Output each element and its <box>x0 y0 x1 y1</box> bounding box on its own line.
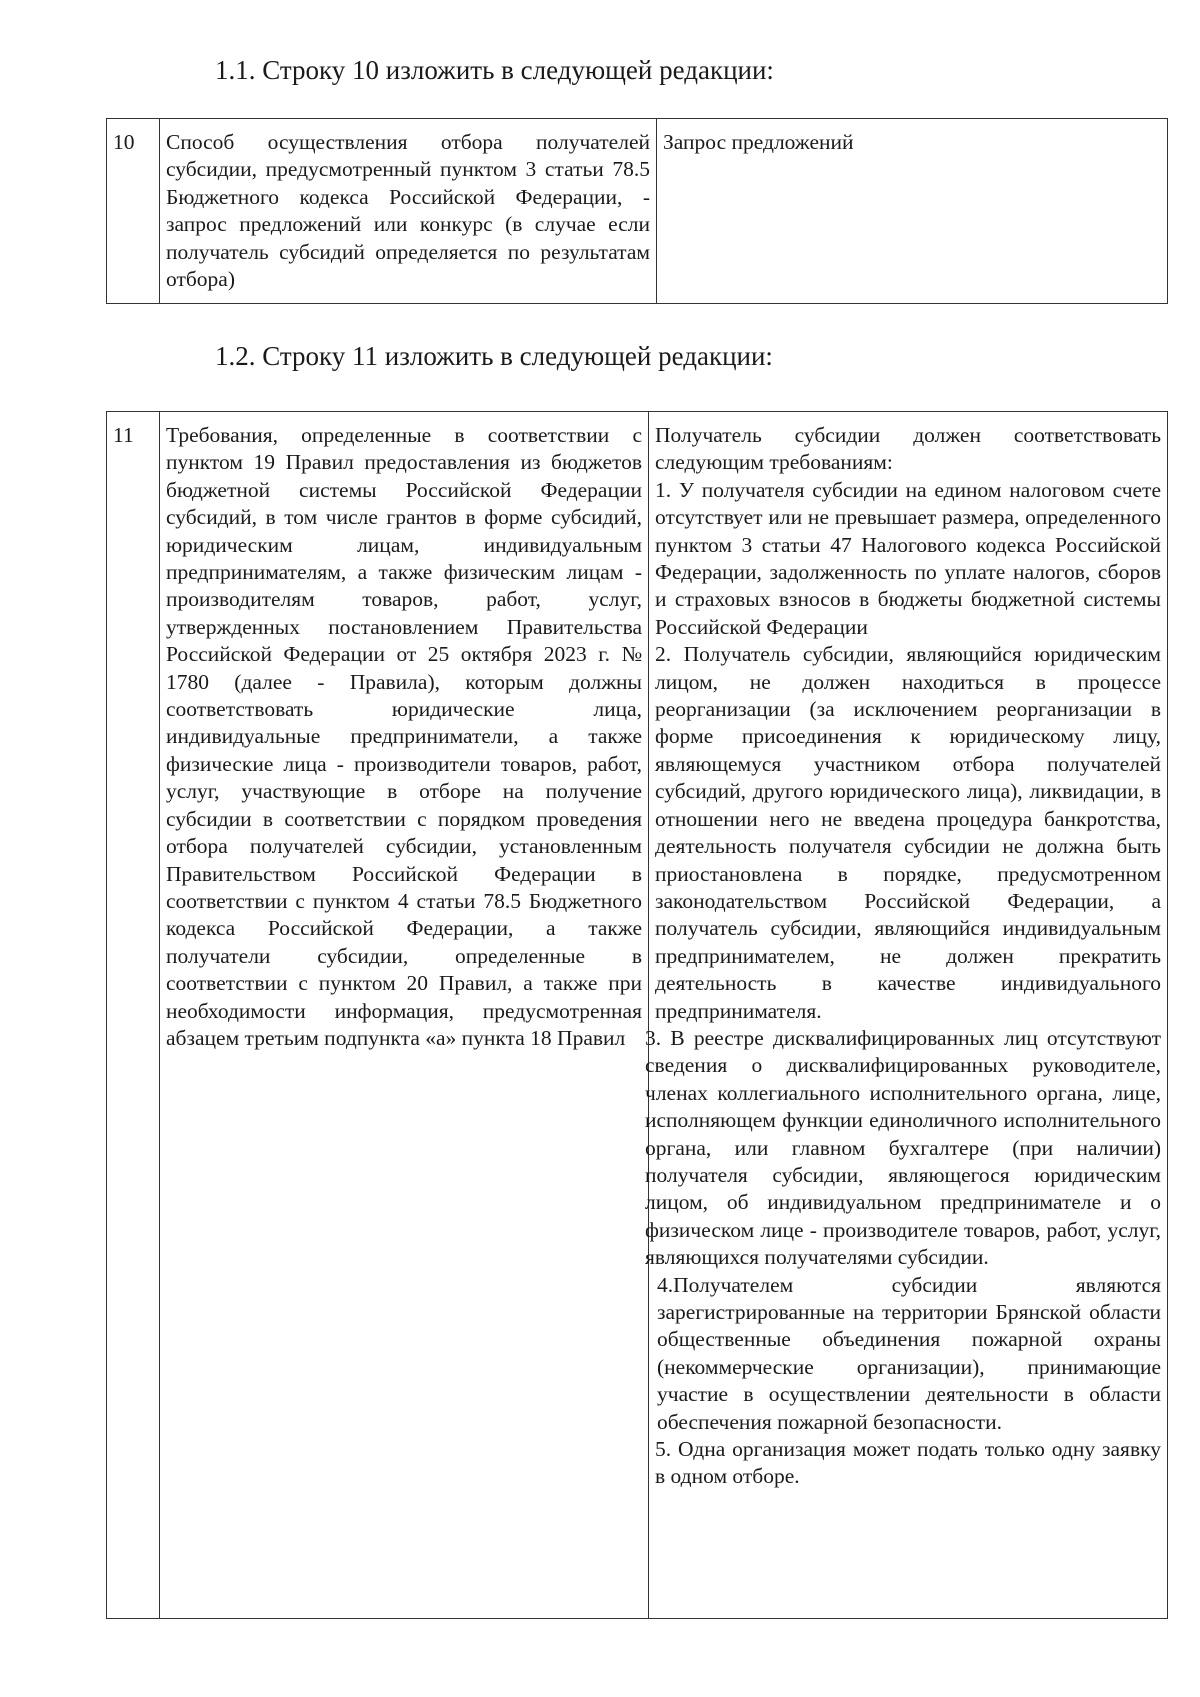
requirement-item-2: 2. Получатель субсидии, являющийся юридическим лицом, не должен находиться в процессе реорганизации (за исключением реорганизации в форме присоединения к юридическому лицу, являющемуся участником отбора получателей субсидий, другого юридического лица), ликвидации, в отношении него не введена процедура банкротства, деятельность получателя субсидии не должна быть приостановлена в порядке, предусмотренном законодательством Российской Федерации, а получатель субсидии, являющийся индивидуальным предпринимателем, не должен прекратить деятельность в качестве индивидуального предпринимателя. <box>655 642 1161 1023</box>
table-row <box>107 119 1168 304</box>
table-row-11 <box>106 411 1168 1619</box>
requirement-item-5: 5. Одна организация может подать только одну заявку в одном отборе. <box>655 1437 1161 1489</box>
table-row-10 <box>106 118 1168 304</box>
requirement-item-1: 1. У получателя субсидии на едином налоговом счете отсутствует или не превышает размера, определенного пунктом 3 статьи 47 Налогового кодекса Российской Федерации, задолженность по уплате налогов, сборов и страховых взносов в бюджеты бюджетной системы Российской Федерации <box>655 477 1161 639</box>
row-requirements <box>645 412 1168 1619</box>
heading-row-10: 1.1. Строку 10 изложить в следующей редакции: <box>215 55 774 85</box>
requirement-item-4: 4.Получателем субсидии являются зарегистрированные на территории Брянской области общественные объединения пожарной охраны (некоммерческие организации), принимающие участие в осуществлении деятельности в области обеспечения пожарной безопасности. <box>657 1272 1161 1434</box>
requirements-intro: Получатель субсидии должен соответствовать следующим требованиям: <box>655 423 1161 475</box>
row-number: 10 <box>107 119 160 304</box>
heading-row-11: 1.2. Строку 11 изложить в следующей редакции: <box>215 341 773 371</box>
row-number: 11 <box>107 412 160 1619</box>
requirement-item-3: 3. В реестре дисквалифицированных лиц отсутствуют сведения о дисквалифицированных руководителе, членах коллегиального исполнительного органа, лице, исполняющем функции единоличного исполнительного органа, или главном бухгалтере (при наличии) получателя субсидии, являющегося юридическим лицом, об индивидуальном предпринимателе и о физическом лице - производителе товаров, работ, услуг, являющихся получателями субсидии. <box>645 1025 1161 1270</box>
row-description: Способ осуществления отбора получателей субсидии, предусмотренный пунктом 3 статьи 78.5 Бюджетного кодекса Российской Федерации, - запрос предложений или конкурс (в случае если получатель субсидий определяется по результатам отбора) <box>160 119 657 304</box>
table-row <box>107 412 1168 1619</box>
row-value: Запрос предложений <box>657 119 1168 304</box>
row-description: Требования, определенные в соответствии с пунктом 19 Правил предоставления из бюджетов бюджетной системы Российской Федерации субсидий, в том числе грантов в форме субсидий, юридическим лицам, индивидуальным предпринимателям, а также физическим лицам - производителям товаров, работ, услуг, утвержденных постановлением Правительства Российской Федерации от 25 октября 2023 г. № 1780 (далее - Правила), которым должны соответствовать юридические лица, индивидуальные предприниматели, а также физические лица - производители товаров, работ, услуг, участвующие в отборе на получение субсидии в соответствии с порядком проведения отбора получателей субсидии, установленным Правительством Российской Федерации в соответствии с пунктом 4 статьи 78.5 Бюджетного кодекса Российской Федерации, а также получатели субсидии, определенные в соответствии с пунктом 20 Правил, а также при необходимости информация, предусмотренная абзацем третьим подпункта «а» пункта 18 Правил <box>160 412 649 1619</box>
